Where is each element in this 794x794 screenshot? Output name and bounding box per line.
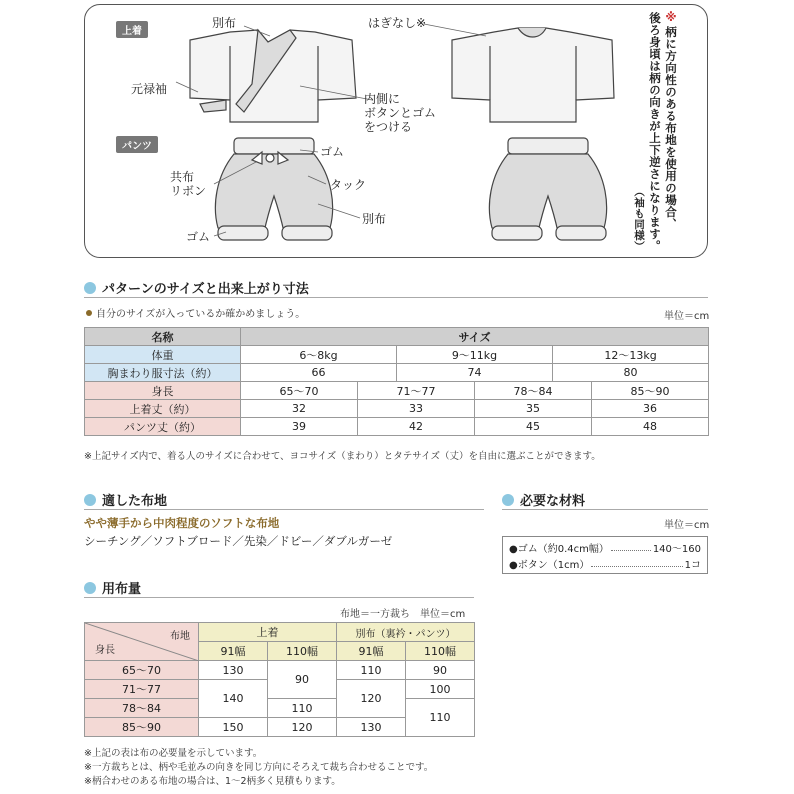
usage-footnote-2: ※一方裁ちとは、柄や毛並みの向きを同じ方向にそろえて裁ち合わせることです。 — [84, 762, 434, 773]
back-pants-drawing — [489, 138, 606, 240]
label-betsununo: 別布 — [212, 16, 237, 30]
row-label: 85～90 — [85, 718, 199, 737]
cell: 90 — [406, 661, 475, 680]
label-button-note: 内側に ボタンとゴム をつける — [364, 92, 437, 134]
usage-section-title: 用布量 — [102, 582, 142, 597]
size-note-text: 自分のサイズが入っているか確かめましょう。 — [96, 309, 306, 320]
header-w91: 91幅 — [199, 642, 268, 661]
material-value: 140～160 — [652, 543, 701, 555]
note-mark: ※ — [664, 10, 678, 25]
row-label: 身長 — [85, 382, 241, 400]
cell: 74 — [397, 364, 553, 382]
note-bullet-icon — [86, 310, 92, 316]
header-size: サイズ — [241, 328, 709, 346]
table-row — [85, 382, 709, 400]
cell: 130 — [199, 661, 268, 680]
cell: 33 — [358, 400, 475, 418]
table-row — [85, 418, 709, 436]
back-jacket-drawing — [452, 28, 614, 122]
pants-tag: パンツ — [116, 136, 158, 153]
fabric-list: シーチング／ソフトブロード／先染／ドビー／ダブルガーゼ — [84, 534, 393, 548]
diagonal-header — [85, 623, 199, 661]
cell: 36 — [592, 400, 709, 418]
cell: 71～77 — [358, 382, 475, 400]
dot-leader — [611, 543, 651, 551]
cell: 90 — [268, 661, 337, 699]
row-label: 上着丈（約） — [85, 400, 241, 418]
cell: 120 — [337, 680, 406, 718]
material-name: ●ボタン（1cm） — [509, 559, 590, 571]
cell: 78～84 — [475, 382, 592, 400]
cell: 45 — [475, 418, 592, 436]
label-haginashi: はぎなし※ — [368, 16, 427, 30]
divider — [84, 509, 484, 510]
label-motoroku-sode: 元禄袖 — [131, 82, 168, 96]
cell: 130 — [337, 718, 406, 737]
cell: 66 — [241, 364, 397, 382]
fabric-usage-table — [84, 622, 475, 737]
top-tag: 上着 — [116, 21, 148, 38]
cell: 110 — [268, 699, 337, 718]
table-row — [85, 364, 709, 382]
fabric-section-header — [84, 490, 167, 509]
usage-footnote-3: ※柄合わせのある布地の場合は、1～2柄多く見積もります。 — [84, 776, 341, 787]
usage-section-header — [84, 578, 141, 597]
header-fabric: 布地 — [170, 631, 190, 642]
table-row — [85, 400, 709, 418]
cell: 42 — [358, 418, 475, 436]
fabric-highlight: やや薄手から中肉程度のソフトな布地 — [84, 516, 280, 530]
label-tomonuno-ribbon: 共布 リボン — [170, 170, 207, 198]
header-w110: 110幅 — [406, 642, 475, 661]
section-bullet-icon — [84, 494, 96, 506]
front-pants-drawing — [215, 138, 332, 240]
size-section-title: パターンのサイズと出来上がり寸法 — [102, 282, 309, 297]
section-bullet-icon — [502, 494, 514, 506]
size-section-header — [84, 278, 309, 297]
usage-unit: 布地＝一方裁ち 単位＝cm — [340, 609, 466, 620]
cell: 12～13kg — [553, 346, 709, 364]
cell: 85～90 — [592, 382, 709, 400]
cell: 32 — [241, 400, 358, 418]
cell: 35 — [475, 400, 592, 418]
cell: 120 — [268, 718, 337, 737]
cell: 65～70 — [241, 382, 358, 400]
cell: 48 — [592, 418, 709, 436]
label-tuck: タック — [330, 178, 367, 192]
section-bullet-icon — [84, 282, 96, 294]
material-value: 1コ — [684, 559, 701, 571]
header-other: 別布（裏衿・パンツ） — [337, 623, 475, 642]
header-top: 上着 — [199, 623, 337, 642]
table-row — [85, 328, 709, 346]
materials-section-header — [502, 490, 585, 509]
table-row — [85, 699, 475, 718]
table-row — [85, 623, 475, 642]
dot-leader — [591, 559, 682, 567]
cell: 150 — [199, 718, 268, 737]
fabric-section-title: 適した布地 — [102, 494, 168, 509]
cell: 110 — [337, 661, 406, 680]
materials-section-title: 必要な材料 — [520, 494, 586, 509]
size-footnote: ※上記サイズ内で、着る人のサイズに合わせて、ヨコサイズ（まわり）とタテサイズ（丈）を自由に選ぶことができます。 — [84, 451, 601, 462]
table-row — [85, 661, 475, 680]
cell: 140 — [199, 680, 268, 718]
materials-box — [502, 536, 708, 574]
cell: 9～11kg — [397, 346, 553, 364]
row-label: 71～77 — [85, 680, 199, 699]
note-col2: 後ろ身頃は柄の向きが上下逆さになります。 — [648, 12, 662, 252]
size-unit: 単位＝cm — [664, 311, 710, 322]
list-item — [503, 555, 707, 571]
note-col3: （袖も同様） — [633, 186, 645, 252]
divider — [84, 597, 474, 598]
table-row — [85, 346, 709, 364]
header-height: 身長 — [95, 645, 115, 656]
row-label: 胸まわり服寸法（約） — [85, 364, 241, 382]
front-jacket-drawing — [190, 30, 356, 122]
cell: 80 — [553, 364, 709, 382]
divider — [84, 297, 708, 298]
section-bullet-icon — [84, 582, 96, 594]
divider — [502, 509, 708, 510]
row-label: 78～84 — [85, 699, 199, 718]
material-name: ●ゴム（約0.4cm幅） — [509, 543, 609, 555]
cell: 39 — [241, 418, 358, 436]
row-label: パンツ丈（約） — [85, 418, 241, 436]
row-label: 体重 — [85, 346, 241, 364]
label-betsununo-pants: 別布 — [362, 212, 387, 226]
header-w91: 91幅 — [337, 642, 406, 661]
header-w110: 110幅 — [268, 642, 337, 661]
cell: 6～8kg — [241, 346, 397, 364]
header-name: 名称 — [85, 328, 241, 346]
label-gomu-top: ゴム — [320, 145, 345, 159]
row-label: 65～70 — [85, 661, 199, 680]
cell: 100 — [406, 680, 475, 699]
size-table — [84, 327, 709, 436]
materials-unit: 単位＝cm — [664, 520, 710, 531]
label-gomu-bottom: ゴム — [186, 230, 211, 244]
usage-footnote-1: ※上記の表は布の必要量を示しています。 — [84, 748, 263, 759]
list-item — [503, 539, 707, 555]
cell: 110 — [406, 699, 475, 737]
note-col1: 柄に方向性のある布地を使用の場合、 — [664, 26, 678, 230]
size-note — [86, 305, 305, 320]
